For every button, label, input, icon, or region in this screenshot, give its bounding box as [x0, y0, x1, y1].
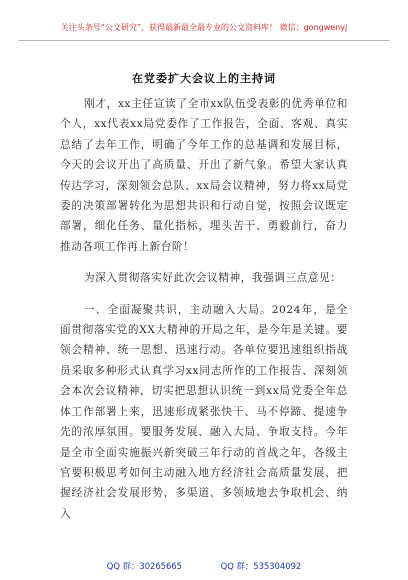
footer-qq-group-2[interactable]: QQ 群：535304092	[220, 561, 302, 571]
body-paragraph-1: 刚才，xx主任宣读了全市xx队伍受表彰的优秀单位和个人，xx代表xx局党委作了工作报告，全面、客观、真实总结了去年工作，明确了今年工作的总基调和发展目标，今天的会议开出了高质量、开出了新气象。希望大家认真传达学习，深刻领会总队、xx局会议精神，努力将xx局党委的决策部署转化为思想共识和行动自觉，按照会议既定部署，细化任务、量化指标，埋头苦干、勇毅前行，奋力推动各项工作再上新台阶！	[60, 98, 348, 253]
footer-contact-bar	[0, 560, 408, 572]
paragraph-spacer	[60, 257, 348, 268]
body-paragraph-2: 为深入贯彻落实好此次会议精神，我强调三点意见：	[84, 272, 342, 285]
header-divider	[18, 40, 390, 41]
document-body	[60, 94, 348, 524]
paragraph-spacer	[60, 289, 348, 300]
document-title: 在党委扩大会议上的主持词	[132, 72, 276, 85]
footer-qq-group-1[interactable]: QQ 群：30265665	[106, 561, 182, 571]
body-paragraph-3: 一、全面凝聚共识，主动融入大局。2024年，是全面贯彻落实党的XX大精神的开局之年，是今年是关键。要领会精神、统一思想、迅速行动。各单位要迅速组织指战员采取多种形式认真学习xx同志所作的工作报告、深刻领会本次会议精神，切实把思想认识统一到xx局党委全年总体工作部署上来，迅速形成紧张快干、马不停蹄、提速争先的浓厚氛围。要服务发展、融入大局、争取支持。今年是全市全面实施振兴新突破三年行动的首战之年，各级主官要积极思考如何主动融入地方经济社会高质量发展，把握经济社会发展形势，多渠道、多领域地去争取机会、纳入	[60, 303, 348, 520]
header-promo-banner[interactable]: 关注头条号“公文研究”，获得最新最全最专业的公文资料库！ 微信：gongwenyj	[60, 23, 348, 32]
